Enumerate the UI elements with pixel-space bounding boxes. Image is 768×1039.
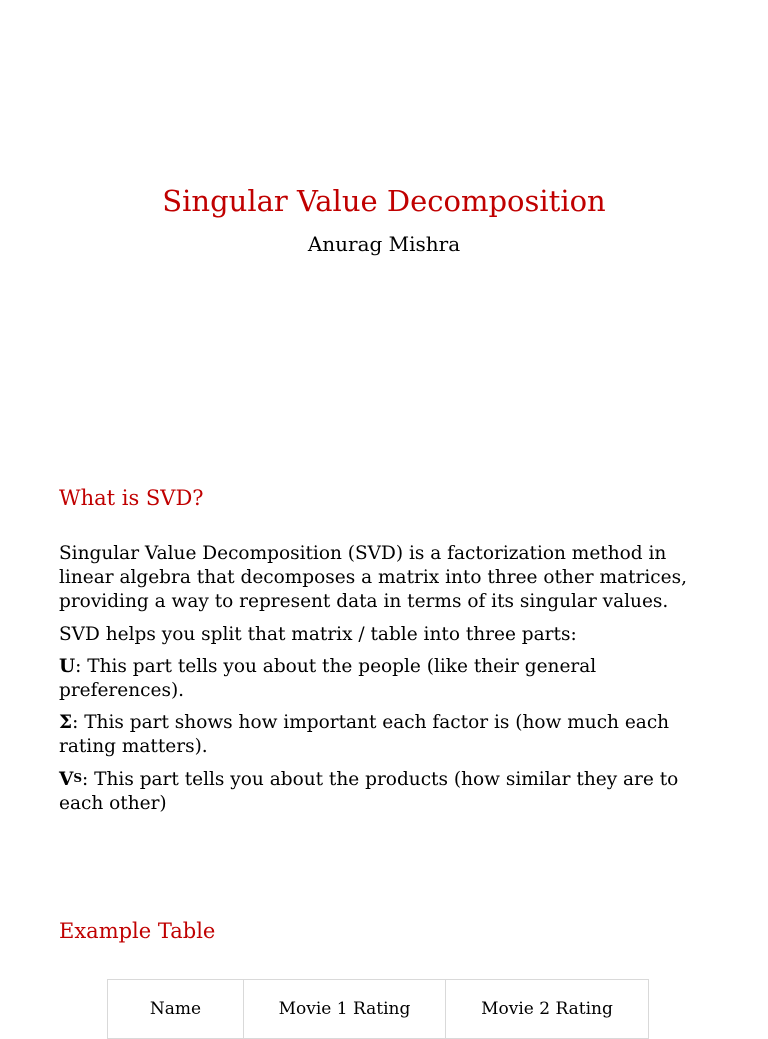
paragraph-u-part: [59, 655, 719, 703]
term-v-superscript: S: [73, 771, 83, 785]
section-heading-what-is-svd: What is SVD?: [59, 486, 204, 510]
paragraph-svd-split: SVD helps you split that matrix / table into three parts:: [59, 624, 577, 645]
table-header-name: Name: [108, 980, 244, 1039]
document-author: Anurag Mishra: [307, 232, 461, 256]
table-header-row: [108, 980, 649, 1039]
term-v: V: [59, 769, 74, 790]
term-sigma: Σ: [59, 712, 73, 733]
paragraph-v-part: [59, 768, 719, 816]
section-heading-example-table: Example Table: [59, 919, 216, 943]
paragraph-sigma-part: [59, 711, 719, 759]
document-title: Singular Value Decomposition: [162, 184, 606, 218]
table-header-movie-1-rating: Movie 1 Rating: [244, 980, 446, 1039]
paragraph-svd-intro: Singular Value Decomposition (SVD) is a factorization method in linear algebra that decomposes a matrix into three other matrices, providing a way to represent data in terms of its singular values.: [59, 543, 687, 612]
term-sigma-description: : This part shows how important each factor is (how much each rating matters).: [59, 712, 670, 757]
term-u: U: [59, 656, 76, 677]
term-u-description: : This part tells you about the people (like their general preferences).: [59, 656, 597, 701]
term-v-description: : This part tells you about the products (how similar they are to each other): [59, 769, 679, 814]
example-table: [107, 979, 649, 1039]
table-header-movie-2-rating: Movie 2 Rating: [446, 980, 649, 1039]
